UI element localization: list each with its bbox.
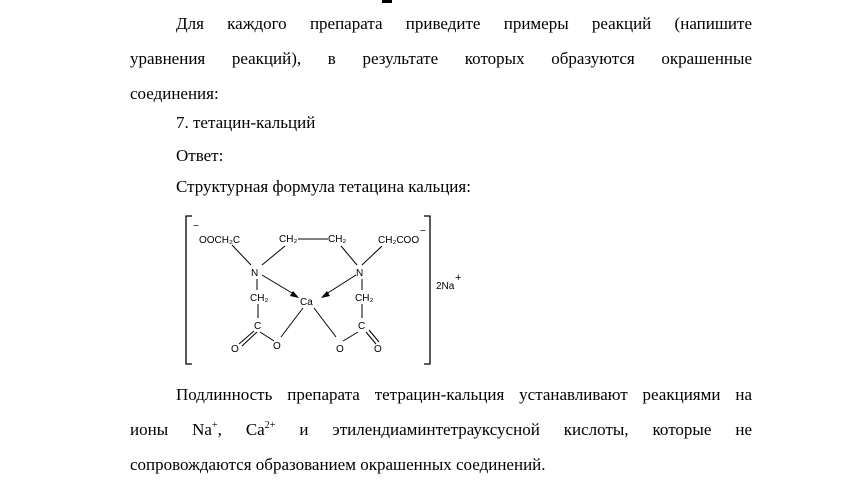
carbon-right: C xyxy=(358,321,366,332)
oxygen-3: O xyxy=(336,344,344,355)
conclusion-paragraph xyxy=(130,377,752,482)
oxygen-2: O xyxy=(273,341,281,352)
ca-charge: 2+ xyxy=(264,420,276,431)
counter-ion: 2Na xyxy=(436,281,455,292)
counter-ion-charge: + xyxy=(455,272,462,284)
task-line-1: Для каждого препарата приведите примеры реакций (напишите xyxy=(176,14,752,33)
conclusion-line-2 xyxy=(130,412,752,447)
left-carboxymethyl: OOCH₂C xyxy=(199,235,241,246)
ch2-left-chain: CH₂ xyxy=(250,293,269,304)
task-line-2: уравнения реакций), в результате которых образуются окрашенные xyxy=(130,49,752,68)
item-heading: 7. тетацин-кальций xyxy=(176,113,316,132)
ions-na: ионы Na xyxy=(130,420,212,439)
task-line-3: соединения: xyxy=(130,84,219,103)
oxygen-4: O xyxy=(374,344,382,355)
conclusion-line-1: Подлинность препарата тетрацин-кальция устанавливают реакциями на xyxy=(176,385,752,404)
nitrogen-left: N xyxy=(251,268,259,279)
na-charge: + xyxy=(211,420,218,431)
answer-label: Ответ: xyxy=(176,146,224,165)
conclusion-line-3: сопровождаются образованием окрашенных соединений. xyxy=(130,455,546,474)
calcium-atom: Ca xyxy=(300,297,313,308)
ethylene-ch2-left: CH₂ xyxy=(279,234,298,245)
formula-caption: Структурная формула тетацина кальция: xyxy=(176,177,471,196)
ions-rest: и этилендиаминтетрауксусной кислоты, которые не xyxy=(275,420,752,439)
carbon-left: C xyxy=(254,321,262,332)
right-carboxymethyl: CH₂COO xyxy=(378,235,420,246)
left-charge: − xyxy=(193,221,199,232)
ethylene-ch2-right: CH₂ xyxy=(328,234,347,245)
nitrogen-right: N xyxy=(356,268,364,279)
ions-ca: , Ca xyxy=(217,420,265,439)
oxygen-1: O xyxy=(231,344,239,355)
ch2-right-chain: CH₂ xyxy=(355,293,374,304)
right-charge: − xyxy=(420,226,426,237)
